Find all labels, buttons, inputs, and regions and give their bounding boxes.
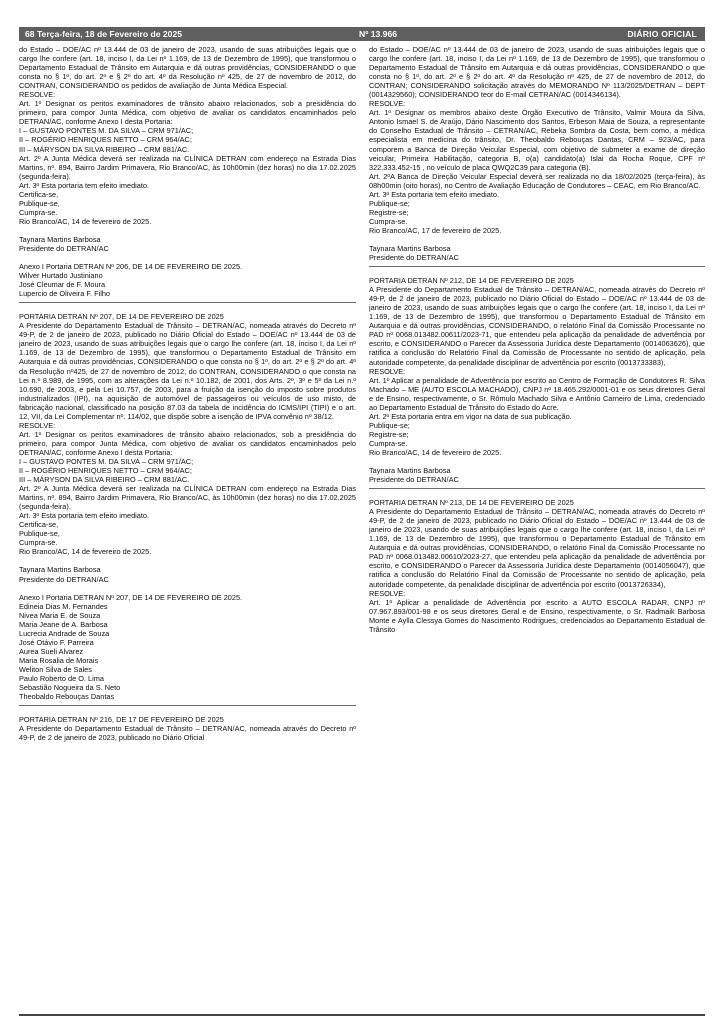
right-column bbox=[369, 45, 705, 1020]
portaria-title: PORTARIA DETRAN Nº 213, DE 14 DE FEVEREIRO DE 2025 bbox=[369, 498, 574, 508]
annex-name: José Cleumar de F. Moura bbox=[19, 280, 106, 290]
portaria-title: PORTARIA DETRAN Nº 207, DE 14 DE FEVEREIRO DE 2025 bbox=[19, 312, 224, 322]
article-1: Art. 1º Designar os peritos examinadores de trânsito abaixo relacionados, sob a presidência do primeiro, para compor Junta Médica, com objetivo de avaliar os candidatos encaminhados pelo DETRAN/AC, conforme Anexo I desta Portaria: bbox=[19, 429, 356, 457]
signatory-name: Taynara Martins Barbosa bbox=[369, 243, 451, 253]
resolve-label: RESOLVE: bbox=[19, 420, 56, 430]
closing-line: Certifica-se, bbox=[19, 520, 59, 530]
article-3: Art. 3º Esta portaria tem efeito imediato. bbox=[369, 189, 500, 199]
issue-number: Nº 13.966 bbox=[359, 29, 398, 39]
preamble-paragraph: A Presidente do Departamento Estadual de Trânsito – DETRAN/AC, nomeada através do Decreto nº 49-P, de 2 de janeiro de 2023, publicado no Diário Oficial bbox=[19, 724, 356, 743]
article-1: Art. 1º Designar os peritos examinadores de trânsito abaixo relacionados, sob a presidência do primeiro, para compor Junta Médica, com objetivo de avaliar os candidatos encaminhados pelo DETRAN/AC, conforme Anexo I desta Portaria: bbox=[19, 99, 356, 127]
left-column bbox=[19, 45, 356, 1020]
closing-line: Cumpra-se. bbox=[369, 216, 408, 226]
list-item: III – MÁRYSON DA SILVA RIBEIRO – CRM 881/AC. bbox=[19, 475, 190, 485]
signatory-role: Presidente do DETRAN/AC bbox=[19, 243, 109, 253]
list-item: II – ROGÉRIO HENRIQUES NETTO – CRM 964/AC; bbox=[19, 135, 192, 145]
portaria-207 bbox=[19, 312, 356, 701]
closing-line: Registre-se; bbox=[369, 429, 409, 439]
article-1: Art. 1º Designar os membros abaixo deste Órgão Executivo de Trânsito, Valmir Moura da Silva, Antonio Ismael S. de Araújo, Dário Nascimento dos Santos, Erbeson Maia de Souza, a representante do Conselho Estadual de Trânsito – CETRAN/AC, Rebeka Sombra da Costa, bem como, a médica especialista em medicina do trânsito, Dr. Theobaldo Rebouças Dantas, CRM – 923/AC, para comporem a Banca de Direção Veicular Especial, com objetivo de submeter a exame de direção veicular, Primeira Habilitação, categoria B, o(a) candidato(a) Islai da Rocha Roque, CPF nº 322.333.452-15 , no veículo de placa QWQ2C39 para categoria (B). bbox=[369, 108, 705, 172]
article-2: Art. 2º A Junta Médica deverá ser realizada na CLÍNICA DETRAN com endereço na Estrada Dias Martins, nº. 894, Bairro Jardim Primavera, Rio Branco/AC, às 10h00min (dez horas) no dia 17.02.2025 (segunda-feira). bbox=[19, 153, 356, 181]
article-2: Art. 2º A Junta Médica deverá ser realizada na CLÍNICA DETRAN com endereço na Estrada Dias Martins, nº. 894, Bairro Jardim Primavera, Rio Branco/AC, às 10h00min (dez horas) no dia 17.02.2025 (segunda-feira). bbox=[19, 484, 356, 512]
portaria-213 bbox=[369, 498, 705, 634]
section-divider bbox=[369, 266, 705, 267]
signatory-role: Presidente do DETRAN/AC bbox=[19, 574, 109, 584]
article-2: Art. 2º Esta portaria entra em vigor na data de sua publicação. bbox=[369, 411, 572, 421]
preamble-paragraph: A Presidente do Departamento Estadual de Trânsito – DETRAN/AC, nomeada através do Decreto nº 49-P, de 2 de janeiro de 2023, publicado no Diário Oficial do Estado – DOE/AC nº 13.444 de 03 de janeiro de 2023, usando de suas atribuições legais que o cargo lhe confere (art. 18, inciso I, da Lei nº 1.169, de 13 de Dezembro de 1995), que transformou o Departamento Estadual de Trânsito em Autarquia e dá outras providências, CONSIDERANDO, o relatório Final da Comissão Processante no PAD nº 0068.013482.00610/2023-27, que entendeu pela aplicação da penalidade de advertência por escrito, e CONSIDERANDO o Parecer da Assessoria Jurídica deste Departamento (0014056047), que ratifica a conclusão do Relatório Final da Comissão de Processante no sentido de aplicação, pela autoridade competente, da penalidade disciplinar de advertência por escrito (0013726334), bbox=[369, 507, 705, 589]
section-divider bbox=[19, 705, 356, 706]
portaria-title: PORTARIA DETRAN Nº 212, DE 14 DE FEVEREIRO DE 2025 bbox=[369, 276, 574, 286]
section-divider bbox=[19, 302, 356, 303]
closing-line: Registre-se; bbox=[369, 207, 409, 217]
place-date: Rio Branco/AC, 14 de fevereiro de 2025. bbox=[19, 216, 152, 226]
list-item: III – MÁRYSON DA SILVA RIBEIRO – CRM 881/AC. bbox=[19, 144, 190, 154]
annex-name: Maria Jeane de A. Barbosa bbox=[19, 619, 108, 629]
closing-line: Publique-se, bbox=[19, 198, 60, 208]
resolve-label: RESOLVE: bbox=[19, 90, 56, 100]
article-3: Art. 3º Esta portaria tem efeito imediato. bbox=[19, 511, 150, 521]
portaria-206-continuation bbox=[19, 45, 356, 298]
closing-line: Certifica-se, bbox=[19, 189, 59, 199]
closing-line: Publique-se; bbox=[369, 198, 410, 208]
preamble-paragraph: do Estado – DOE/AC nº 13.444 de 03 de janeiro de 2023, usando de suas atribuições legais que o cargo lhe confere (art. 18, inciso I, da Lei nº 1.169, de 13 de Dezembro de 1995), que transformou o Departamento Estadual de Trânsito em Autarquia e dá outras providências, CONSIDERANDO o que consta no § 1º, do art. 2º e § 2º do art. 4º da Resolução nº 425, de 27 de novembro de 2012, do CONTRAN; CONSIDERANDO solicitação através do MEMORANDO Nº 113/2025/DETRAN – DEPT (0014329560); CONSIDERANDO teor do E-mail CETRAN/AC (0014346134). bbox=[369, 45, 705, 100]
annex-name: Aurea Sueli Alvarez bbox=[19, 646, 84, 656]
article-1: Art. 1º Aplicar a penalidade de Advertência por escrito ao Centro de Formação de Condutores R. Silva Machado – ME (AUTO ESCOLA MACHADO), CNPJ nº 18.465.292/0001-01 e os seus diretores Geral e de Ensino, respectivamente, o Sr. Rômulo Machado Silva e Antônio Carneiro de Lima, credenciado ao Departamento Estadual de Trânsito do Estado do Acre. bbox=[369, 375, 705, 412]
portaria-212 bbox=[369, 276, 705, 484]
place-date: Rio Branco/AC, 17 de fevereiro de 2025. bbox=[369, 225, 502, 235]
list-item: II – ROGÉRIO HENRIQUES NETTO – CRM 964/AC; bbox=[19, 466, 192, 476]
article-3: Art. 3º Esta portaria tem efeito imediato. bbox=[19, 180, 150, 190]
annex-name: Paulo Roberto de O. Lima bbox=[19, 674, 104, 683]
resolve-label: RESOLVE: bbox=[369, 366, 406, 376]
list-item: I – GUSTAVO PONTES M. DA SILVA – CRM 971/AC; bbox=[19, 126, 194, 136]
signatory-role: Presidente do DETRAN/AC bbox=[369, 253, 459, 263]
annex-name: Theobaldo Rebouças Dantas bbox=[19, 692, 115, 702]
publication-name: DIÁRIO OFICIAL bbox=[627, 29, 697, 39]
footer-rule bbox=[19, 1014, 705, 1016]
closing-line: Cumpra-se. bbox=[369, 438, 408, 448]
signatory-name: Taynara Martins Barbosa bbox=[19, 234, 101, 244]
preamble-paragraph: A Presidente do Departamento Estadual de Trânsito – DETRAN/AC, nomeada através do Decreto nº 49-P, de 2 de janeiro de 2023, publicado no Diário Oficial do Estado – DOE/AC nº 13.444 de 03 de janeiro de 2023, usando de suas atribuições legais que o cargo lhe confere (art. 18, inciso I, da Lei nº 1.169, de 13 de Dezembro de 1995), que transformou o Departamento Estadual de Trânsito em Autarquia e dá outras providências, CONSIDERANDO o que consta no § 1º, do art. 2º e § 2º do art. 4º da Resolução nº425, de 27 de novembro de 2012, do CONTRAN, CONSIDERANDO o que consta na Lei n.º 8.989, de 1995, com as alterações da Lei n.º 10.182, de 2001, dos Arts. 2º, 3º e 5º da Lei n.º 10.690, de 2003, e pela Lei 10.757, de 2003, para a fruição da isenção do imposto sobre produtos industrializados (IPI), na aquisição de automóvel de passageiros ou veículos de uso misto, de fabricação nacional, classificado na posição 87.03 da tabela de incidência do ICMS/IPI (TIPI) e o art. 12, VII, da Lei Complementar nº. 114/02, que dispõe sobre a isenção de IPVA convênio nº 38/12. bbox=[19, 321, 356, 421]
closing-line: Cumpra-se. bbox=[19, 538, 58, 548]
resolve-label: RESOLVE: bbox=[369, 588, 406, 598]
portaria-title: PORTARIA DETRAN Nº 216, DE 17 DE FEVEREIRO DE 2025 bbox=[19, 715, 224, 725]
article-2: Art. 2ºA Banca de Direção Veicular Especial deverá ser realizada no dia 18/02/2025 (terça-feira), às 08h00min (oito horas), no Centro de Avaliação Educação de Condutores – CEAC, em Rio Branco/AC. bbox=[369, 171, 705, 190]
article-1: Art. 1º Aplicar a penalidade de Advertência por escrito a AUTO ESCOLA RADAR, CNPJ nº 07.967.893/001-98 e os seus diretores Geral e de Ensino, respectivamente, o Sr. Radmaik Barbosa Monte e Aylla Clessya Gomes do Nascimento Rodrigues, credenciados ao Departamento Estadual de Trânsito bbox=[369, 597, 705, 634]
preamble-paragraph: do Estado – DOE/AC nº 13.444 de 03 de janeiro de 2023, usando de suas atribuições legais que o cargo lhe confere (art. 18, inciso I, da Lei nº 1.169, de 13 de Dezembro de 1995), que transformou o Departamento Estadual de Trânsito em Autarquia e dá outras providências, CONSIDERANDO o que consta no § 1º, do art. 2º e § 2º do art. 4º da Resolução nº 425, de 27 de novembro de 2012, do CONTRAN, CONSIDERANDO os pedidos de avaliação de Junta Médica Especial. bbox=[19, 45, 356, 91]
closing-line: Cumpra-se. bbox=[19, 207, 58, 217]
signatory-role: Presidente do DETRAN/AC bbox=[369, 475, 459, 485]
annex-name: José Otávio F. Parreira bbox=[19, 637, 94, 647]
place-date: Rio Branco/AC, 14 de fevereiro de 2025. bbox=[369, 447, 502, 457]
portaria-continuation bbox=[369, 45, 705, 262]
annex-name: Maria Rosalia de Morais bbox=[19, 655, 99, 665]
annex-name: Nivea Maria E. de Souza bbox=[19, 610, 101, 620]
annex-name: Lupercio de Oliveira F. Filho bbox=[19, 289, 111, 299]
section-divider bbox=[369, 488, 705, 489]
annex-title: Anexo I Portaria DETRAN Nº 207, DE 14 DE FEVEREIRO DE 2025. bbox=[19, 592, 243, 602]
annex-name: Lucrecia Andrade de Souza bbox=[19, 628, 110, 638]
signatory-name: Taynara Martins Barbosa bbox=[19, 565, 101, 575]
signatory-name: Taynara Martins Barbosa bbox=[369, 466, 451, 476]
annex-name: Wilver Hurtado Justiniano bbox=[19, 271, 103, 281]
closing-line: Publique-se; bbox=[369, 420, 410, 430]
closing-line: Publique-se, bbox=[19, 529, 60, 539]
preamble-paragraph: A Presidente do Departamento Estadual de Trânsito – DETRAN/AC, nomeada através do Decreto nº 49-P, de 2 de janeiro de 2023, publicado no Diário Oficial do Estado – DOE/AC nº 13.444 de 03 de janeiro de 2023, usando de suas atribuições legais que o cargo lhe confere (art. 18, inciso I, da Lei nº 1.169, de 13 de Dezembro de 1995), que transformou o Departamento Estadual de Trânsito em Autarquia e dá outras providências, CONSIDERANDO, o relatório Final da Comissão Processante no PAD nº 0068.013482.00611/2023-71, que entendeu pela aplicação da penalidade de advertência por escrito, e CONSIDERANDO o Parecer da Assessoria Jurídica deste Departamento (0014063626), que ratifica a conclusão do Relatório Final da Comissão de Processante no sentido de aplicação, pela autoridade competente, da penalidade disciplinar de advertência por escrito (0013733383), bbox=[369, 285, 705, 367]
page-number-date: 68 Terça-feira, 18 de Fevereiro de 2025 bbox=[25, 29, 183, 39]
annex-title: Anexo I Portaria DETRAN Nº 206, DE 14 DE FEVEREIRO DE 2025. bbox=[19, 262, 243, 272]
annex-name: Sebastião Nogueira da S. Neto bbox=[19, 683, 121, 693]
place-date: Rio Branco/AC, 14 de fevereiro de 2025. bbox=[19, 547, 152, 557]
list-item: I – GUSTAVO PONTES M. DA SILVA – CRM 971/AC; bbox=[19, 456, 194, 466]
resolve-label: RESOLVE: bbox=[369, 99, 406, 109]
annex-name: Weliton Silva de Sales bbox=[19, 664, 92, 674]
page-header bbox=[19, 27, 705, 41]
portaria-216 bbox=[19, 715, 356, 742]
annex-name: Edineia Dias M. Fernandes bbox=[19, 601, 108, 611]
